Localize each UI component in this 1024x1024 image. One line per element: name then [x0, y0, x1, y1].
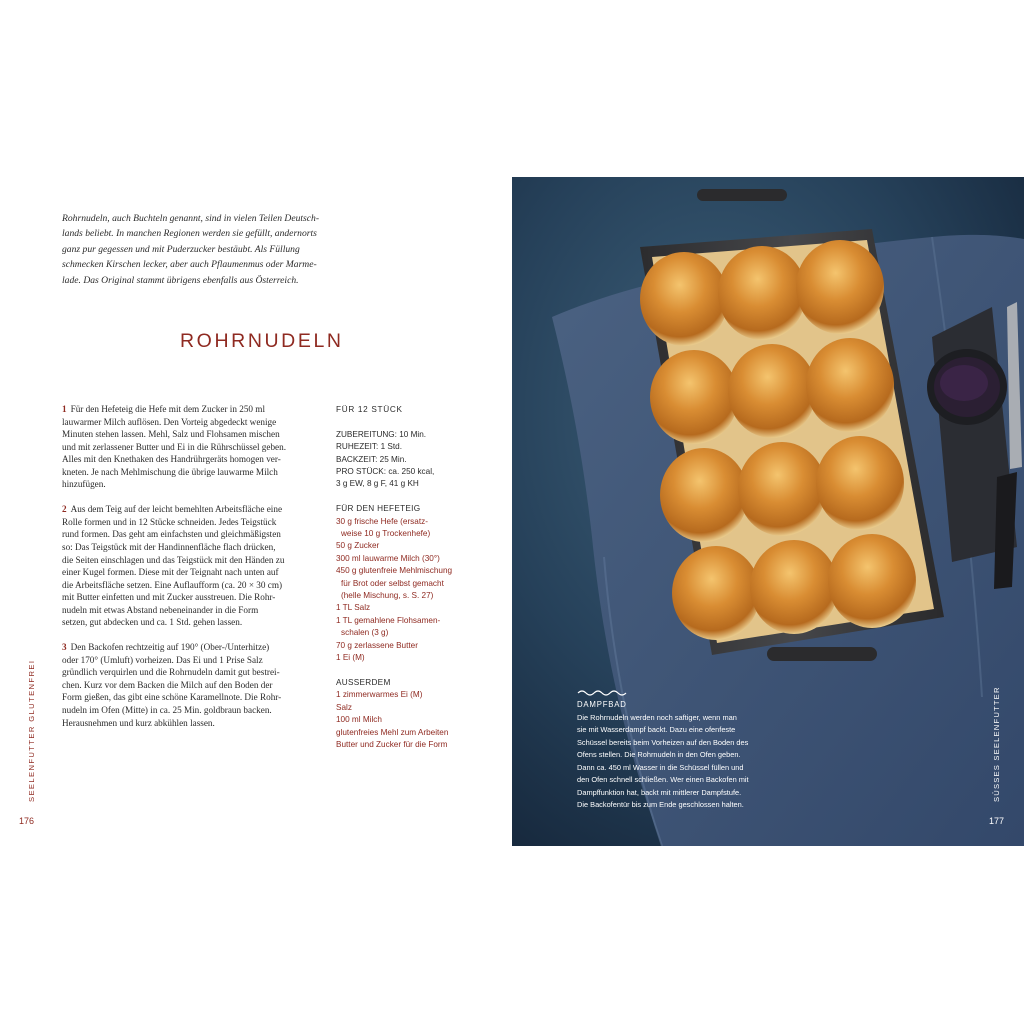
dampfbad-line: Die Backofentür bis zum Ende geschlossen halten. — [577, 800, 744, 809]
intro-line: lade. Das Original stammt übrigens ebenfalls aus Österreich. — [62, 274, 299, 286]
bun-shape — [660, 448, 748, 542]
dampfbad-box — [577, 688, 777, 812]
step-number: 1 — [62, 404, 67, 414]
bun-shape — [828, 534, 916, 628]
ingredient-line: weise 10 g Trockenhefe) — [341, 529, 431, 539]
extra-heading: AUSSERDEM — [336, 677, 391, 687]
bun-shape — [728, 344, 816, 438]
step-line: oder 170° (Umluft) vorheizen. Das Ei und 1 Prise Salz — [62, 654, 263, 665]
bun-shape — [650, 350, 738, 444]
bun-shape — [796, 240, 884, 334]
dough-ingredients — [336, 516, 474, 665]
step-line: 2 Aus dem Teig auf der leicht bemehlten Arbeitsfläche eine — [62, 504, 283, 515]
instruction-step — [62, 403, 310, 491]
ingredient-line: 300 ml lauwarme Milch (30°) — [336, 553, 440, 563]
dampfbad-line: Ofens stellen. Die Rohrnudeln in den Ofen geben. — [577, 750, 741, 759]
bun-shape — [672, 546, 760, 640]
step-line: kneten. Je nach Mehlmischung die übrige lauwarme Milch — [62, 466, 278, 477]
page-number-right: 177 — [989, 816, 1005, 826]
step-line: 3 Den Backofen rechtzeitig auf 190° (Ober-/Unterhitze) — [62, 642, 270, 653]
step-line: die Seiten einschlagen und das Teigstück mit den Händen zu — [62, 554, 285, 565]
ingredient-line: schalen (3 g) — [341, 628, 389, 638]
dampfbad-title: DAMPFBAD — [577, 700, 627, 709]
dampfbad-text — [577, 712, 777, 812]
dampfbad-line: den Ofen schnell schließen. Wer einen Backofen mit — [577, 775, 749, 784]
step-line: und mit zerlassener Butter und Ei in die Rührschüssel geben. — [62, 441, 287, 452]
dough-heading: FÜR DEN HEFETEIG — [336, 504, 421, 514]
ingredient-line: 450 g glutenfreie Mehlmischung — [336, 566, 453, 576]
ingredient-line: glutenfreies Mehl zum Arbeiten — [336, 727, 449, 737]
ingredient-line: 30 g frische Hefe (ersatz- — [336, 516, 428, 526]
step-line: die Arbeitsfläche setzen. Eine Auflaufform (ca. 20 × 30 cm) — [62, 579, 283, 590]
step-line: so: Das Teigstück mit der Handinnenfläche flach drücken, — [62, 541, 276, 552]
step-line: chen. Kurz vor dem Backen die Milch auf den Boden der — [62, 679, 273, 690]
step-line: setzen, gut abdecken und ca. 1 Std. gehen lassen. — [62, 617, 243, 628]
step-line: Herausnehmen und kurz abkühlen lassen. — [62, 717, 215, 728]
ingredient-line: für Brot oder selbst gemacht — [341, 578, 444, 588]
section-label-right: SÜSSES SEELENFUTTER — [992, 686, 1001, 802]
bun-shape — [718, 246, 806, 340]
intro-line: schmecken Kirschen lecker, aber auch Pflaumenmus oder Marme- — [62, 259, 317, 271]
step-line: nudeln im Ofen (Mitte) in ca. 25 Min. goldbraun backen. — [62, 705, 272, 716]
ingredient-line: 1 TL Salz — [336, 603, 371, 613]
intro-line: Rohrnudeln, auch Buchteln genannt, sind in vielen Teilen Deutsch- — [62, 213, 320, 224]
time-line: RUHEZEIT: 1 Std. — [336, 442, 402, 452]
ingredient-line: 1 TL gemahlene Flohsamen- — [336, 615, 441, 625]
instruction-step — [62, 641, 310, 729]
intro-line: ganz pur gegessen und mit Puderzucker bestäubt. Als Füllung — [62, 243, 300, 255]
step-line: hinzufügen. — [62, 479, 106, 490]
ingredients-panel — [336, 404, 474, 751]
section-label-left: SEELENFUTTER GLUTENFREI — [27, 659, 36, 802]
ingredient-line: Butter und Zucker für die Form — [336, 739, 448, 749]
time-line: PRO STÜCK: ca. 250 kcal, — [336, 467, 435, 477]
step-line: lauwarmer Milch auflösen. Den Vorteig abgedeckt wenige — [62, 416, 277, 427]
step-line: Minuten stehen lassen. Mehl, Salz und Flohsamen mischen — [62, 429, 280, 440]
ingredient-line: (helle Mischung, s. S. 27) — [341, 591, 434, 601]
ingredient-line: 100 ml Milch — [336, 715, 382, 725]
extra-ingredients — [336, 689, 474, 751]
ingredient-line: 50 g Zucker — [336, 541, 380, 551]
wave-icon — [577, 688, 629, 696]
dampfbad-line: sie mit Wasserdampf backt. Dazu eine ofenfeste — [577, 725, 736, 734]
step-line: rund formen. Das geht am einfachsten und gleichmäßigsten — [62, 529, 281, 540]
ingredient-line: 1 Ei (M) — [336, 653, 365, 663]
step-line: 1 Für den Hefeteig die Hefe mit dem Zucker in 250 ml — [62, 404, 266, 414]
intro-text — [62, 211, 356, 288]
step-line: Form gießen, das gibt eine schöne Karamellnote. Die Rohr- — [62, 692, 282, 703]
step-number: 3 — [62, 642, 67, 653]
dampfbad-line: Dampffunktion hat, backt mit mittlerer Dampfstufe. — [577, 787, 742, 797]
step-line: Rolle formen und in 12 Stücke schneiden. Jedes Teigstück — [62, 516, 277, 527]
instruction-step — [62, 503, 310, 628]
page-number-left: 176 — [19, 816, 35, 826]
dampfbad-line: Dann ca. 450 ml Wasser in die Schüssel füllen und — [577, 762, 744, 772]
time-line: BACKZEIT: 25 Min. — [336, 454, 407, 464]
time-info — [336, 429, 474, 491]
bun-shape — [750, 540, 838, 634]
time-line: 3 g EW, 8 g F, 41 g KH — [336, 479, 419, 489]
yield-label: FÜR 12 STÜCK — [336, 405, 403, 414]
step-line: nudeln mit etwas Abstand nebeneinander in die Form — [62, 604, 259, 615]
instructions — [62, 403, 310, 742]
dampfbad-line: Die Rohrnudeln werden noch saftiger, wenn man — [577, 712, 737, 722]
bun-shape — [738, 442, 826, 536]
time-line: ZUBEREITUNG: 10 Min. — [336, 429, 427, 439]
recipe-title: ROHRNUDELN — [180, 330, 344, 352]
bun-shape — [806, 338, 894, 432]
step-line: einer Kugel formen. Diese mit der Teignaht nach unten auf — [62, 567, 279, 578]
dampfbad-line: Schüssel bereits beim Vorheizen auf den Boden des — [577, 737, 749, 747]
bun-shape — [640, 252, 728, 346]
bun-shape — [816, 436, 904, 530]
step-line: mit Butter einfetten und mit Zucker ausstreuen. Die Rohr- — [62, 592, 276, 603]
step-number: 2 — [62, 504, 67, 515]
step-line: Alles mit den Knethaken des Handrührgeräts homogen ver- — [62, 454, 281, 465]
intro-line: lands beliebt. In manchen Regionen werden sie gefüllt, andernorts — [62, 228, 317, 240]
step-line: gründlich verquirlen und die Rohrnudeln damit gut bestrei- — [62, 667, 280, 678]
ingredient-line: 1 zimmerwarmes Ei (M) — [336, 690, 423, 700]
ingredient-line: Salz — [336, 702, 352, 712]
ingredient-line: 70 g zerlassene Butter — [336, 640, 418, 650]
